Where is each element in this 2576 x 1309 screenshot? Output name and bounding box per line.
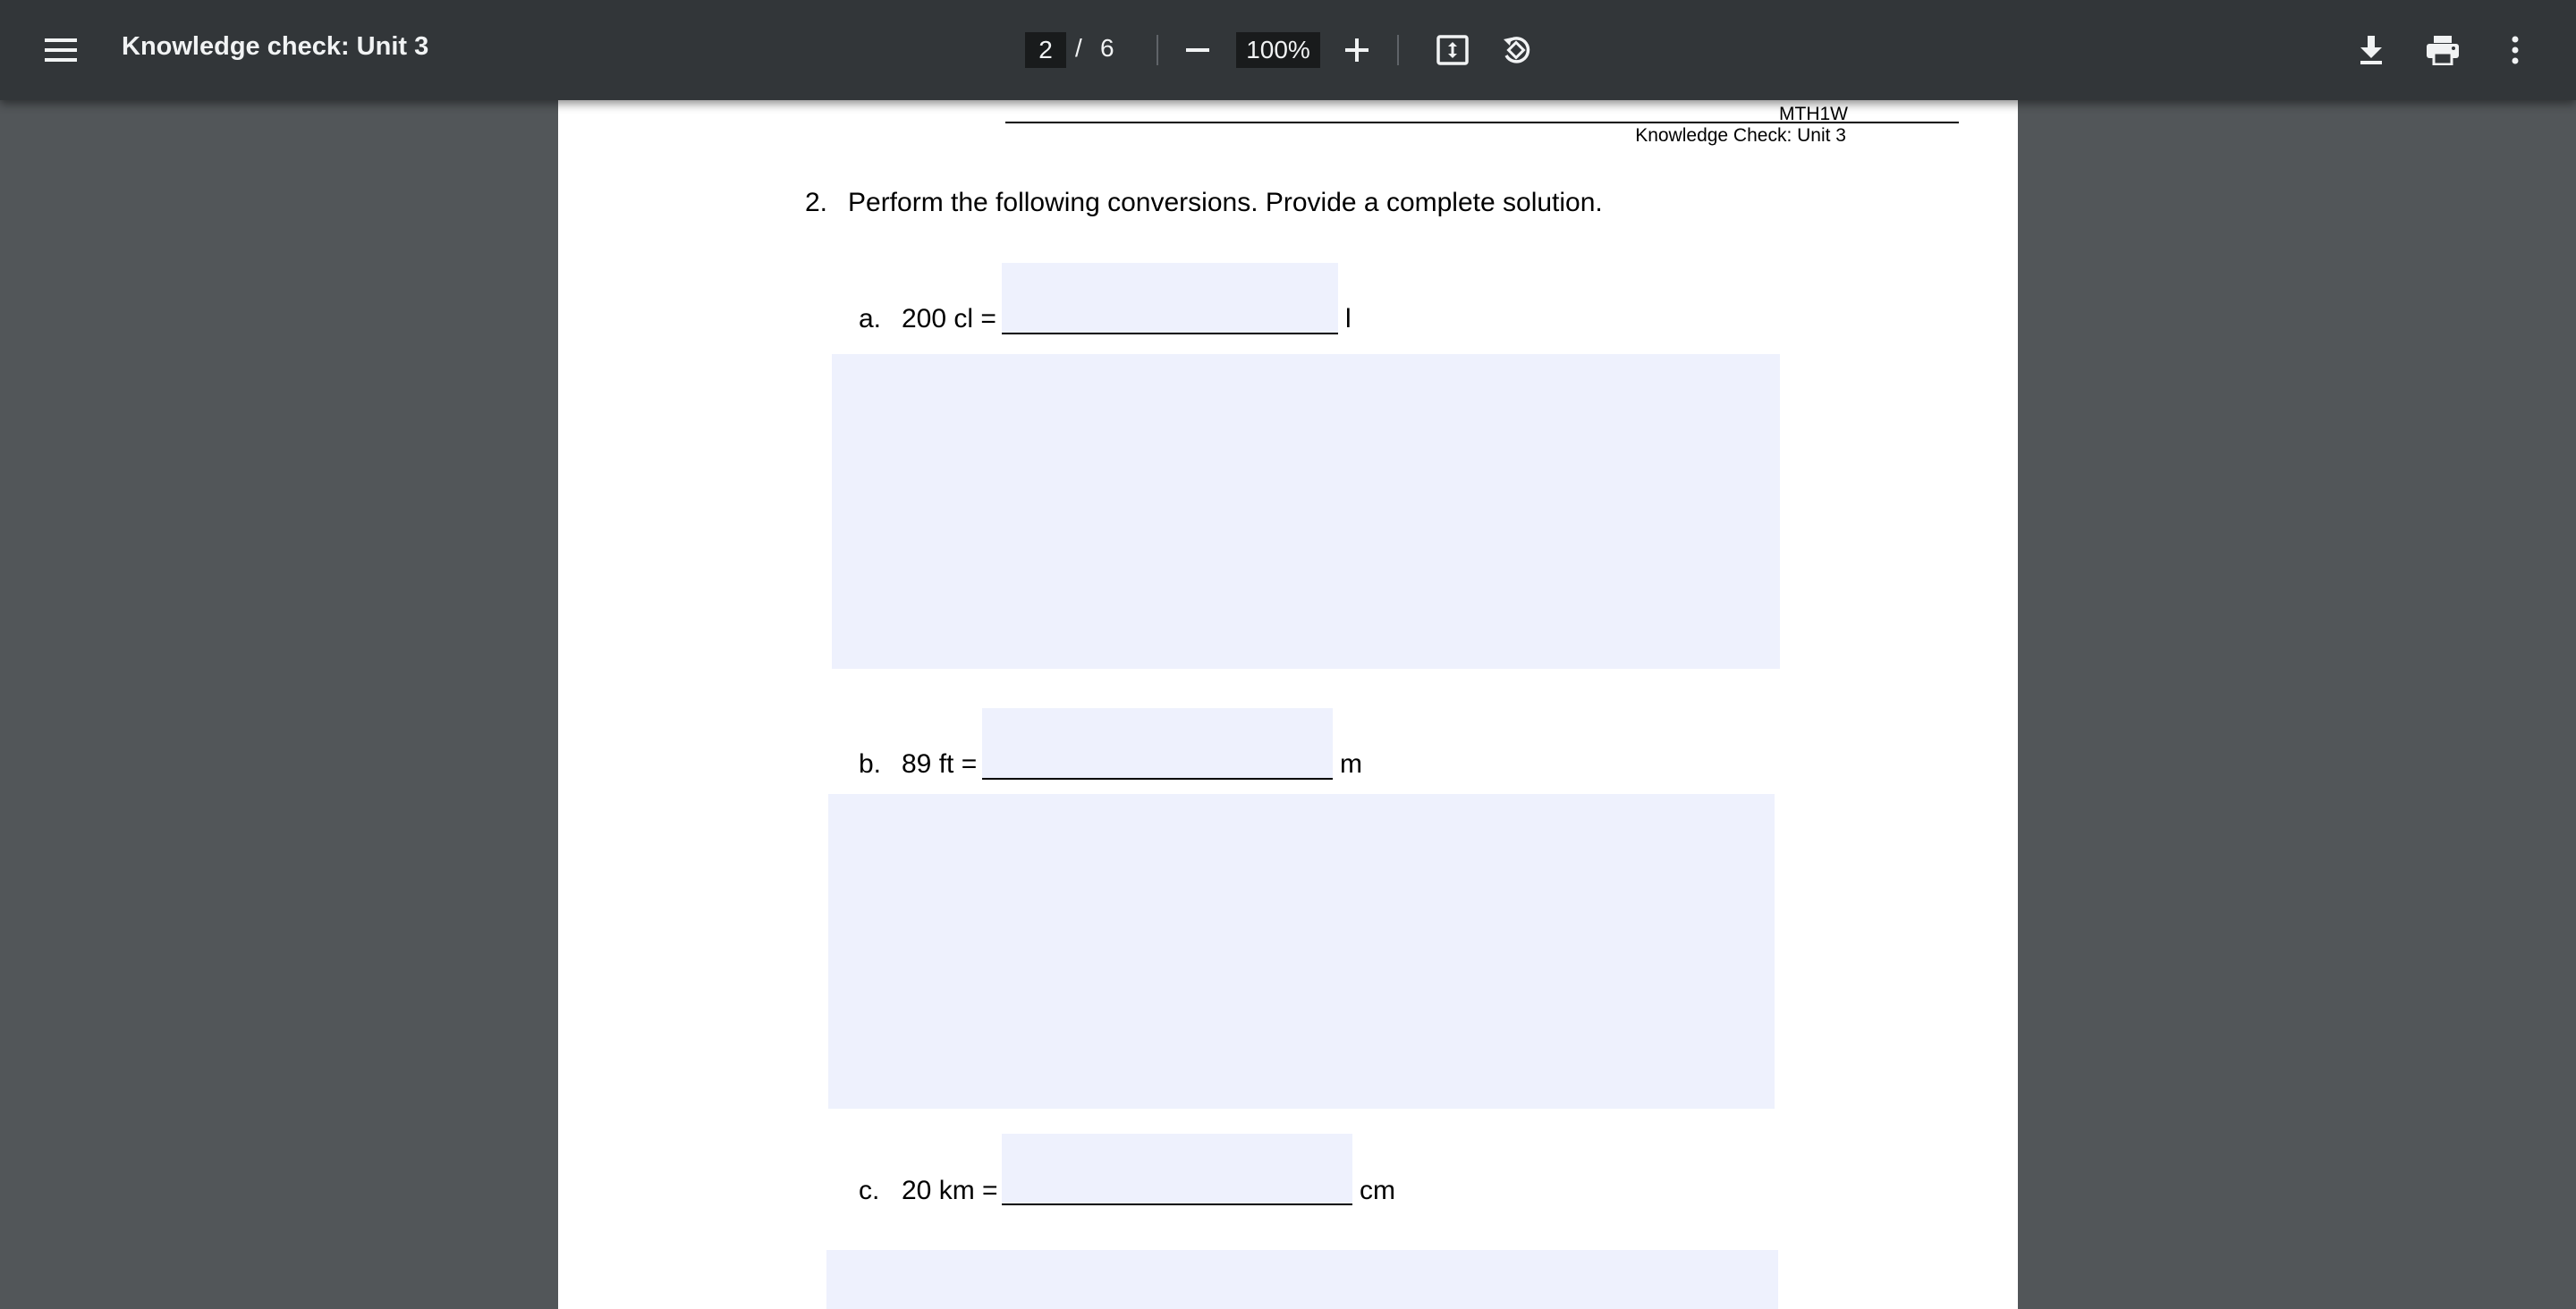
answer-field-a[interactable] <box>1002 263 1338 334</box>
page-number-input[interactable]: 2 <box>1025 32 1066 68</box>
answer-unit-a: l <box>1345 304 1352 334</box>
zoom-out-icon[interactable] <box>1169 21 1226 79</box>
item-letter: a. <box>859 304 882 334</box>
header-subtitle: Knowledge Check: Unit 3 <box>1635 125 1846 146</box>
solution-field-b[interactable] <box>828 794 1775 1109</box>
menu-icon[interactable] <box>32 21 89 79</box>
item-letter: b. <box>859 749 882 779</box>
page-separator: / <box>1075 34 1082 62</box>
course-code: MTH1W <box>1779 104 1848 124</box>
zoom-in-icon[interactable] <box>1328 21 1385 79</box>
answer-unit-b: m <box>1340 749 1362 779</box>
toolbar-divider <box>1157 35 1158 65</box>
page-total: 6 <box>1100 34 1114 62</box>
question-number: 2. <box>805 188 828 217</box>
solution-field-c[interactable] <box>826 1250 1778 1309</box>
pdf-toolbar <box>0 0 2576 100</box>
download-icon[interactable] <box>2343 21 2400 79</box>
question-heading <box>805 188 1603 218</box>
document-title: Knowledge check: Unit 3 <box>122 32 429 61</box>
toolbar-divider <box>1397 35 1399 65</box>
item-expression: 20 km = <box>902 1176 998 1205</box>
item-letter: c. <box>859 1176 880 1205</box>
question-text: Perform the following conversions. Provide a complete solution. <box>848 188 1603 217</box>
print-icon[interactable] <box>2414 21 2471 79</box>
answer-field-b[interactable] <box>982 708 1333 780</box>
more-vert-icon[interactable] <box>2487 21 2544 79</box>
zoom-level-input[interactable]: 100% <box>1236 32 1320 68</box>
item-b <box>859 749 977 780</box>
solution-field-a[interactable] <box>832 354 1780 669</box>
answer-unit-c: cm <box>1360 1176 1395 1205</box>
item-a <box>859 304 996 334</box>
fit-page-icon[interactable] <box>1424 21 1481 79</box>
item-expression: 200 cl = <box>902 304 996 334</box>
answer-field-c[interactable] <box>1002 1134 1352 1205</box>
rotate-icon[interactable] <box>1487 21 1545 79</box>
item-expression: 89 ft = <box>902 749 978 779</box>
pdf-page <box>558 100 2018 1309</box>
item-c <box>859 1176 998 1206</box>
